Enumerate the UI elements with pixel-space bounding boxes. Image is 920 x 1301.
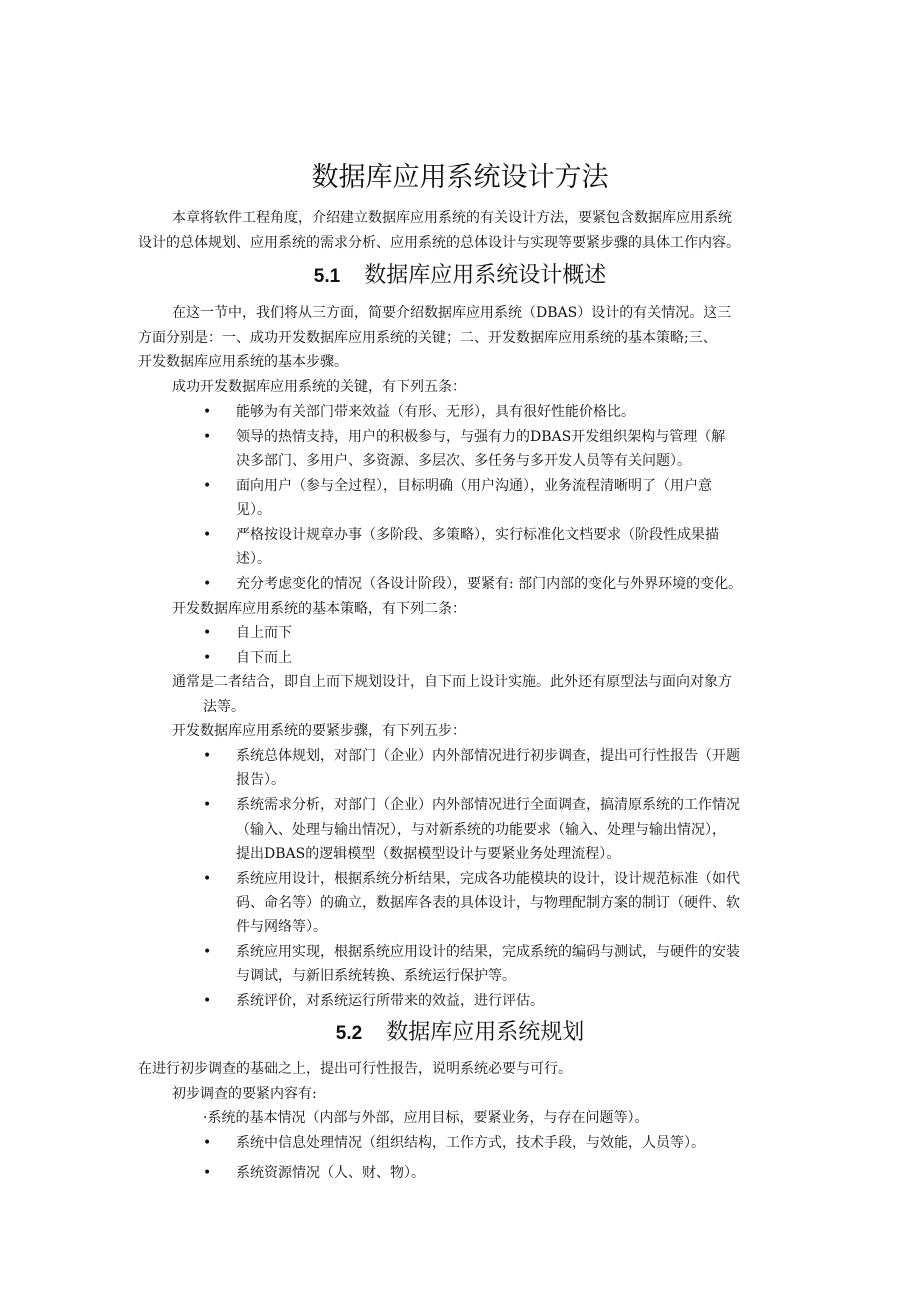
list-item: 系统应用实现，根据系统应用设计的结果，完成系统的编码与测试，与硬件的安装 <box>236 944 740 960</box>
bullet-icon: • <box>203 871 212 887</box>
paragraph-line: 通常是二者结合，即自上而下规划设计，自下而上设计实施。此外还有原型法与面向对象方 <box>172 674 732 690</box>
bullet-icon: • <box>203 993 212 1009</box>
keys-intro: 成功开发数据库应用系统的关键，有下列五条： <box>172 379 466 395</box>
list-item: 系统评价，对系统运行所带来的效益，进行评估。 <box>236 993 544 1009</box>
list-item: 领导的热情支持，用户的积极参与，与强有力的DBAS开发组织架构与管理（解 <box>236 429 726 445</box>
list-item: 自下而上 <box>236 650 292 666</box>
list-item-continuation: （输入、处理与输出情况），与对新系统的功能要求（输入、处理与输出情况）， <box>236 822 726 838</box>
bullet-icon: • <box>203 478 212 494</box>
paragraph-line: 开发数据库应用系统的基本步骤。 <box>138 354 348 370</box>
section-number: 5.2 <box>335 1023 363 1044</box>
intro-line-2: 设计的总体规划、应用系统的需求分析、应用系统的总体设计与实现等要紧步骤的具体工作内容。 <box>138 235 740 251</box>
list-item-continuation: 与调试，与新旧系统转换、系统运行保护等。 <box>236 968 516 984</box>
section-heading-5-2 <box>0 1017 920 1050</box>
section-heading-5-1 <box>0 260 920 293</box>
paragraph-line: 法等。 <box>203 699 245 715</box>
page-title: 数据库应用系统设计方法 <box>311 162 609 193</box>
paragraph-line: 方面分别是：一、成功开发数据库应用系统的关键；二、开发数据库应用系统的基本策略;三、 <box>138 330 717 346</box>
section-number: 5.1 <box>313 266 341 287</box>
list-item-continuation: 报告）。 <box>236 772 285 788</box>
list-item: 面向用户（参与全过程），目标明确（用户沟通），业务流程清晰明了（用户意 <box>236 478 712 494</box>
paragraph-line: 在这一节中，我们将从三方面，简要介绍数据库应用系统（DBAS）设计的有关情况。这三 <box>172 305 732 321</box>
list-item-continuation: 提出DBAS的逻辑模型（数据模型设计与要紧业务处理流程）。 <box>236 846 621 862</box>
bullet-icon: • <box>203 944 212 960</box>
list-item: 充分考虑变化的情况（各设计阶段），要紧有: 部门内部的变化与外界环境的变化。 <box>236 576 743 592</box>
bullet-icon: • <box>203 625 212 641</box>
bullet-icon: • <box>203 748 212 764</box>
strategy-intro: 开发数据库应用系统的基本策略，有下列二条： <box>172 601 466 617</box>
list-item: 系统中信息处理情况（组织结构，工作方式，技术手段，与效能，人员等）。 <box>236 1135 705 1151</box>
list-item-continuation: 述）。 <box>236 551 271 567</box>
intro-line-1: 本章将软件工程角度，介绍建立数据库应用系统的有关设计方法，要紧包含数据库应用系统 <box>172 210 732 226</box>
list-item: 能够为有关部门带来效益（有形、无形），具有很好性能价格比。 <box>236 404 635 420</box>
bullet-icon: • <box>203 527 212 543</box>
steps-intro: 开发数据库应用系统的要紧步骤，有下列五步： <box>172 723 466 739</box>
list-item: ·系统的基本情况（内部与外部，应用目标，要紧业务，与存在问题等）。 <box>203 1110 649 1126</box>
bullet-icon: • <box>203 1165 212 1181</box>
list-item: 自上而下 <box>236 625 292 641</box>
section-title: 数据库应用系统规划 <box>386 1020 585 1045</box>
list-item-continuation: 决多部门、多用户、多资源、多层次、多任务与多开发人员等有关问题）。 <box>236 453 691 469</box>
list-item: 系统资源情况（人、财、物）。 <box>236 1165 425 1181</box>
section-title: 数据库应用系统设计概述 <box>364 263 607 288</box>
bullet-icon: • <box>203 576 212 592</box>
bullet-icon: • <box>203 797 212 813</box>
list-item-continuation: 件与网络等）。 <box>236 919 327 935</box>
list-item: 严格按设计规章办事（多阶段、多策略），实行标准化文档要求（阶段性成果描 <box>236 527 719 543</box>
bullet-icon: • <box>203 650 212 666</box>
list-item: 系统应用设计，根据系统分析结果，完成各功能模块的设计，设计规范标准（如代 <box>236 871 740 887</box>
bullet-icon: • <box>203 1135 212 1151</box>
survey-intro: 初步调查的要紧内容有: <box>172 1086 317 1102</box>
list-item-continuation: 码、命名等）的确立，数据库各表的具体设计，与物理配制方案的制订（硬件、软 <box>236 895 740 911</box>
bullet-icon: • <box>203 404 212 420</box>
list-item: 系统需求分析，对部门（企业）内外部情况进行全面调查，搞清原系统的工作情况 <box>236 797 740 813</box>
list-item-continuation: 见）。 <box>236 502 271 518</box>
list-item: 系统总体规划，对部门（企业）内外部情况进行初步调查，提出可行性报告（开题 <box>236 748 740 764</box>
paragraph-line: 在进行初步调查的基础之上，提出可行性报告，说明系统必要与可行。 <box>138 1061 572 1077</box>
bullet-icon: • <box>203 429 212 445</box>
